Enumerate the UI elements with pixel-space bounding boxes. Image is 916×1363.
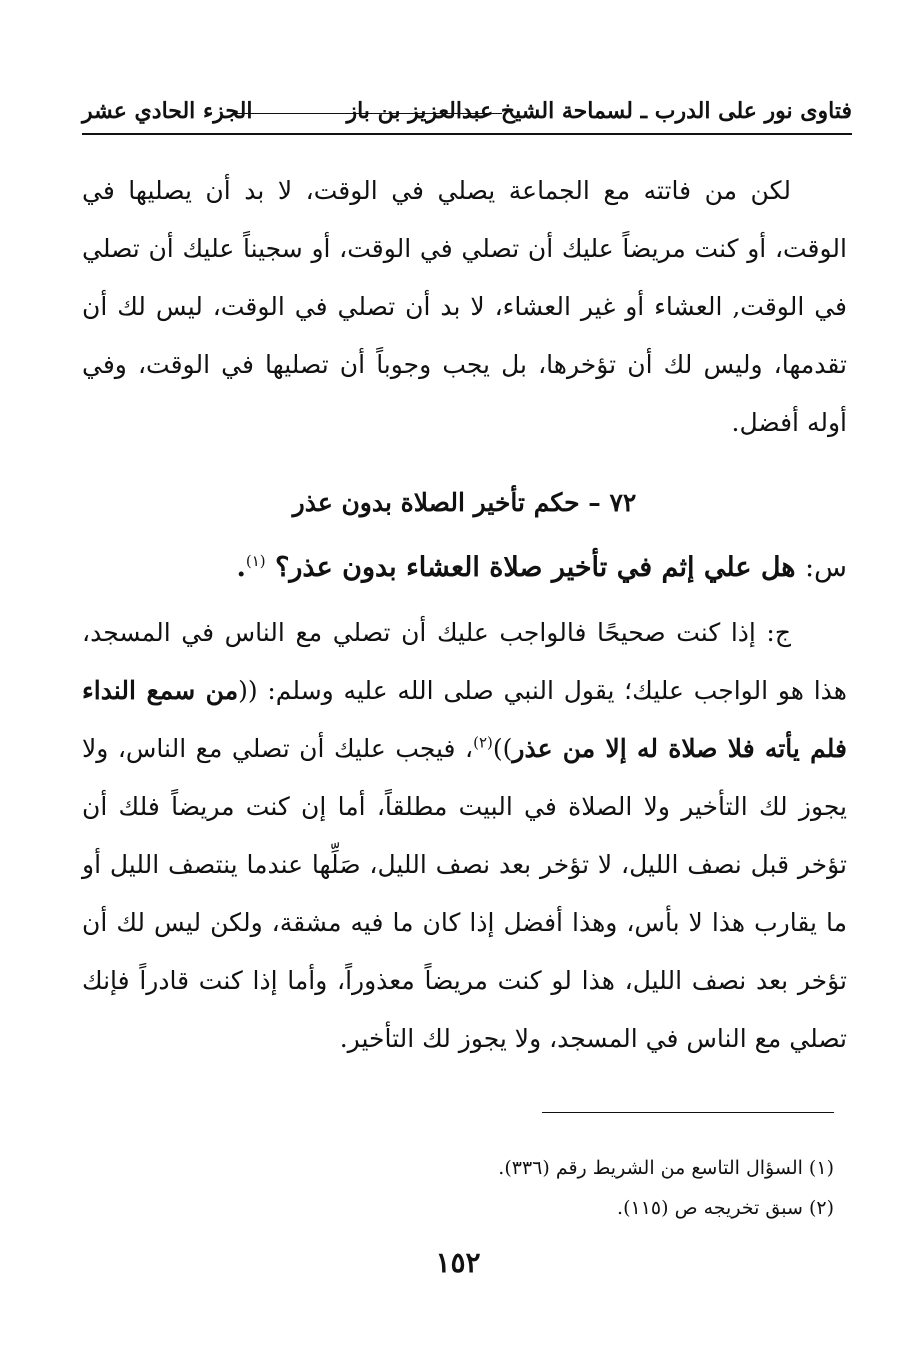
page-number: ١٥٢: [435, 1246, 481, 1279]
footnotes: [134, 1148, 834, 1228]
question-label: س:: [804, 552, 847, 583]
running-header: [82, 94, 852, 128]
footnote-2: (٢) سبق تخريجه ص (١١٥).: [617, 1197, 834, 1219]
section-heading: ٧٢ – حكم تأخير الصلاة بدون عذر: [292, 488, 637, 517]
hadith-close: )): [492, 734, 513, 763]
answer-intro: ج: إذا كنت صحيحًا فالواجب عليك أن تصلي مع الناس في المسجد، هذا هو الواجب عليك؛ يقول النبي صلى الله عليه وسلم: ((: [82, 618, 847, 705]
header-dash-rule: [236, 113, 502, 114]
answer-paragraph: [82, 604, 847, 1068]
footnote-ref-1: (١): [245, 552, 266, 570]
question-text: هل علي إثم في تأخير صلاة العشاء بدون عذر؟: [275, 552, 796, 583]
header-volume: الجزء الحادي عشر: [82, 98, 253, 124]
footnote-divider: [542, 1112, 834, 1113]
footnote-ref-2: (٢): [473, 733, 493, 752]
hadith-quote: من سمع النداء فلم يأته فلا صلاة له إلا من عذر: [82, 676, 847, 763]
answer-body: ، فيجب عليك أن تصلي مع الناس، ولا يجوز لك التأخير ولا الصلاة في البيت مطلقاً، أما إن كنت مريضاً فلك أن تؤخر قبل نصف الليل، لا تؤخر بعد نصف الليل، صَلِّها عندما ينتصف الليل أو ما يقارب هذا لا بأس، وهذا أفضل إذا كان ما فيه مشقة، ولكن ليس لك أن تؤخر بعد نصف الليل، هذا لو كنت مريضاً معذوراً، وأما إذا كنت قادراً فإنك تصلي مع الناس في المسجد، ولا يجوز لك التأخير.: [82, 734, 847, 1053]
footnote-1: (١) السؤال التاسع من الشريط رقم (٣٣٦).: [498, 1157, 834, 1179]
paragraph-continued: لكن من فاتته مع الجماعة يصلي في الوقت، لا بد أن يصليها في الوقت، أو كنت مريضاً عليك أن تصلي في الوقت، أو سجيناً عليك أن تصلي في الوقت, العشاء أو غير العشاء، لا بد أن تصلي في الوقت، ليس لك أن تقدمها، وليس لك أن تؤخرها، بل يجب وجوباً أن تصليها في الوقت، وفي أوله أفضل.: [82, 176, 847, 437]
header-divider: [82, 133, 852, 135]
question: [82, 540, 847, 596]
question-end: .: [236, 552, 246, 583]
header-book-title: فتاوى نور على الدرب ـ لسماحة الشيخ عبدالعزيز بن باز: [346, 98, 852, 124]
